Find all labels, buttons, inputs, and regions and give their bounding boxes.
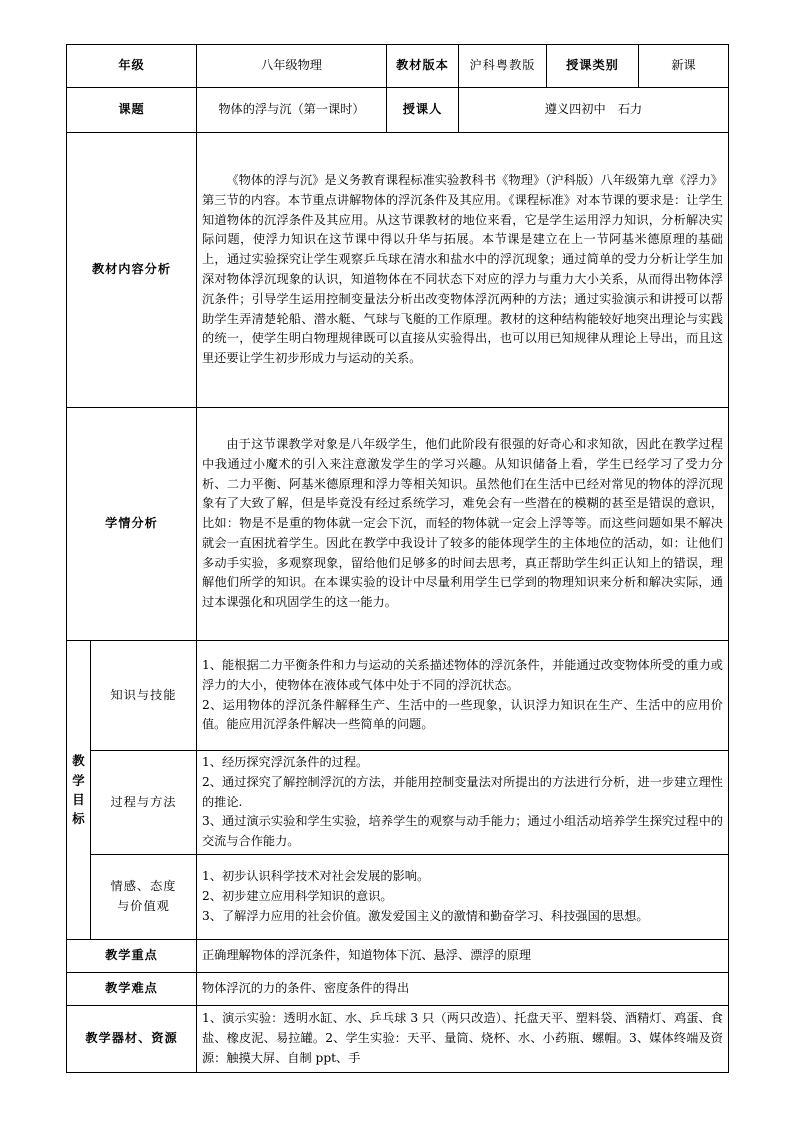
value-knowledge-skills bbox=[197, 641, 729, 751]
label-teacher: 授课人 bbox=[387, 88, 459, 133]
process-item-1: 1、经历探究浮沉条件的过程。 bbox=[202, 755, 369, 769]
value-grade: 八年级物理 bbox=[197, 45, 387, 88]
value-class-type: 新课 bbox=[639, 45, 729, 88]
table-row-difficult-points bbox=[67, 972, 729, 1005]
student-analysis-text: 由于这节课教学对象是八年级学生，他们此阶段有很强的好奇心和求知欲，因此在教学过程中我通过小魔术的引入来注意激发学生的学习兴趣。从知识储备上看，学生已经学习了受力分析、二力平衡、阿基米德原理和浮力等相关知识。虽然他们在生活中已经对常见的物体的浮沉现象有了大致了解，但是毕竟没有经过系统学习，难免会有一些潜在的模糊的甚至是错误的意识，比如：物是不是重的物体就一定会下沉，而轻的物体就一定会上浮等等。而这些问题如果不解决就会一直困扰着学生。因此在教学中我设计了较多的能体现学生的主体地位的活动，如：让他们多动手实验，多观察现象，留给他们足够多的时间去思考，真正帮助学生纠正认知上的错误，理解他们所学的知识。在本课实验的设计中尽量利用学生已学到的物理知识来分析和解决实际，通过本课强化和巩固学生的这一能力。 bbox=[202, 437, 723, 610]
value-emotion-values bbox=[197, 854, 729, 939]
label-knowledge-skills: 知识与技能 bbox=[91, 641, 197, 751]
difficult-points-text: 物体浮沉的力的条件、密度条件的得出 bbox=[202, 980, 410, 995]
emotion-label-line-1: 情感、态度 bbox=[110, 879, 177, 894]
value-process-method bbox=[197, 751, 729, 855]
label-process-method: 过程与方法 bbox=[91, 751, 197, 855]
label-textbook-version: 教材版本 bbox=[387, 45, 459, 88]
objectives-char-1: 教 bbox=[72, 753, 85, 769]
table-row-equipment bbox=[67, 1005, 729, 1072]
equipment-text: 1、演示实验：透明水缸、水、乒乓球 3 只（两只改造）、托盘天平、塑料袋、酒精灯、鸡蛋、食盐、橡皮泥、易拉罐。2、学生实验：天平、量筒、烧杯、水、小药瓶、螺帽。3、媒体终端及资源：触摸大屏、自制 ppt、手 bbox=[202, 1011, 723, 1065]
key-points-text: 正确理解物体的浮沉条件，知道物体下沉、悬浮、漂浮的原理 bbox=[202, 947, 532, 962]
emotion-item-3: 3、了解浮力应用的社会价值。激发爱国主义的激情和勤奋学习、科技强国的思想。 bbox=[202, 908, 649, 923]
value-topic: 物体的浮与沉（第一课时） bbox=[197, 88, 387, 133]
label-topic: 课题 bbox=[67, 88, 197, 133]
label-grade: 年级 bbox=[67, 45, 197, 88]
objectives-char-4: 标 bbox=[72, 811, 85, 827]
knowledge-item-1: 1、能根据二力平衡条件和力与运动的关系描述物体的浮沉条件，并能通过改变物体所受的重力或浮力的大小，使物体在液体或气体中处于不同的浮沉状态。 bbox=[202, 657, 723, 692]
table-row-topic bbox=[67, 88, 729, 133]
table-row-grade bbox=[67, 45, 729, 88]
label-emotion-values bbox=[91, 854, 197, 939]
label-difficult-points: 教学难点 bbox=[67, 972, 197, 1005]
label-material-analysis: 教材内容分析 bbox=[67, 133, 197, 408]
table-row-student-analysis bbox=[67, 408, 729, 641]
value-difficult-points bbox=[197, 972, 729, 1005]
table-row-key-points bbox=[67, 939, 729, 972]
value-student-analysis bbox=[197, 408, 729, 641]
label-teaching-objectives bbox=[67, 641, 91, 940]
table-row-objective-process bbox=[67, 751, 729, 855]
process-item-3: 3、通过演示实验和学生实验，培养学生的观察与动手能力；通过小组活动培养学生探究过程中的交流与合作能力。 bbox=[202, 814, 723, 849]
emotion-item-1: 1、初步认识科学技术对社会发展的影响。 bbox=[202, 869, 430, 884]
value-textbook-version: 沪科粤教版 bbox=[459, 45, 547, 88]
label-student-analysis: 学情分析 bbox=[67, 408, 197, 641]
label-key-points: 教学重点 bbox=[67, 939, 197, 972]
value-equipment-resources bbox=[197, 1005, 729, 1072]
value-key-points bbox=[197, 939, 729, 972]
lesson-plan-table bbox=[66, 44, 729, 1073]
value-material-analysis bbox=[197, 133, 729, 408]
material-analysis-text: 《物体的浮与沉》是义务教育课程标准实验教科书《物理》（沪科版）八年级第九章《浮力》第三节的内容。本节重点讲解物体的浮沉条件及其应用。《课程标准》对本节课的要求是：让学生知道物体的沉浮条件及其应用。从这节课教材的地位来看，它是学生运用浮力知识，分析解决实际问题，使浮力知识在这节课中得以升华与拓展。本节课是建立在上一节阿基米德原理的基础上，通过实验探究让学生观察乒乓球在清水和盐水中的浮沉现象；通过简单的受力分析让学生加深对物体浮沉现象的认识，知道物体在不同状态下对应的浮力与重力大小关系，从而得出物体浮沉条件；引导学生运用控制变量法分析出改变物体浮沉两种的方法；通过实验演示和讲授可以帮助学生弄清楚轮船、潜水艇、气球与飞艇的工作原理。教材的这种结构能较好地突出理论与实践的统一，使学生明白物理规律既可以直接从实验得出，也可以用已知规律从理论上导出，而且这里还要让学生初步形成力与运动的关系。 bbox=[202, 173, 723, 366]
knowledge-item-2: 2、运用物体的浮沉条件解释生产、生活中的一些现象，认识浮力知识在生产、生活中的应用价值。能应用沉浮条件解决一些简单的问题。 bbox=[202, 697, 723, 732]
table-row-objective-emotion bbox=[67, 854, 729, 939]
table-row-objective-knowledge bbox=[67, 641, 729, 751]
emotion-label-line-2: 与价值观 bbox=[117, 898, 170, 913]
objectives-char-2: 学 bbox=[72, 772, 85, 788]
table-row-material-analysis bbox=[67, 133, 729, 408]
emotion-item-2: 2、初步建立应用科学知识的意识。 bbox=[202, 888, 393, 903]
value-teacher: 遵义四初中 石力 bbox=[459, 88, 729, 133]
process-item-2: 2、通过探究了解控制浮沉的方法，并能用控制变量法对所提出的方法进行分析，进一步建立理性的推论. bbox=[202, 774, 723, 809]
objectives-char-3: 目 bbox=[72, 791, 85, 807]
label-equipment-resources: 教学器材、资源 bbox=[67, 1005, 197, 1072]
label-class-type: 授课类别 bbox=[547, 45, 639, 88]
